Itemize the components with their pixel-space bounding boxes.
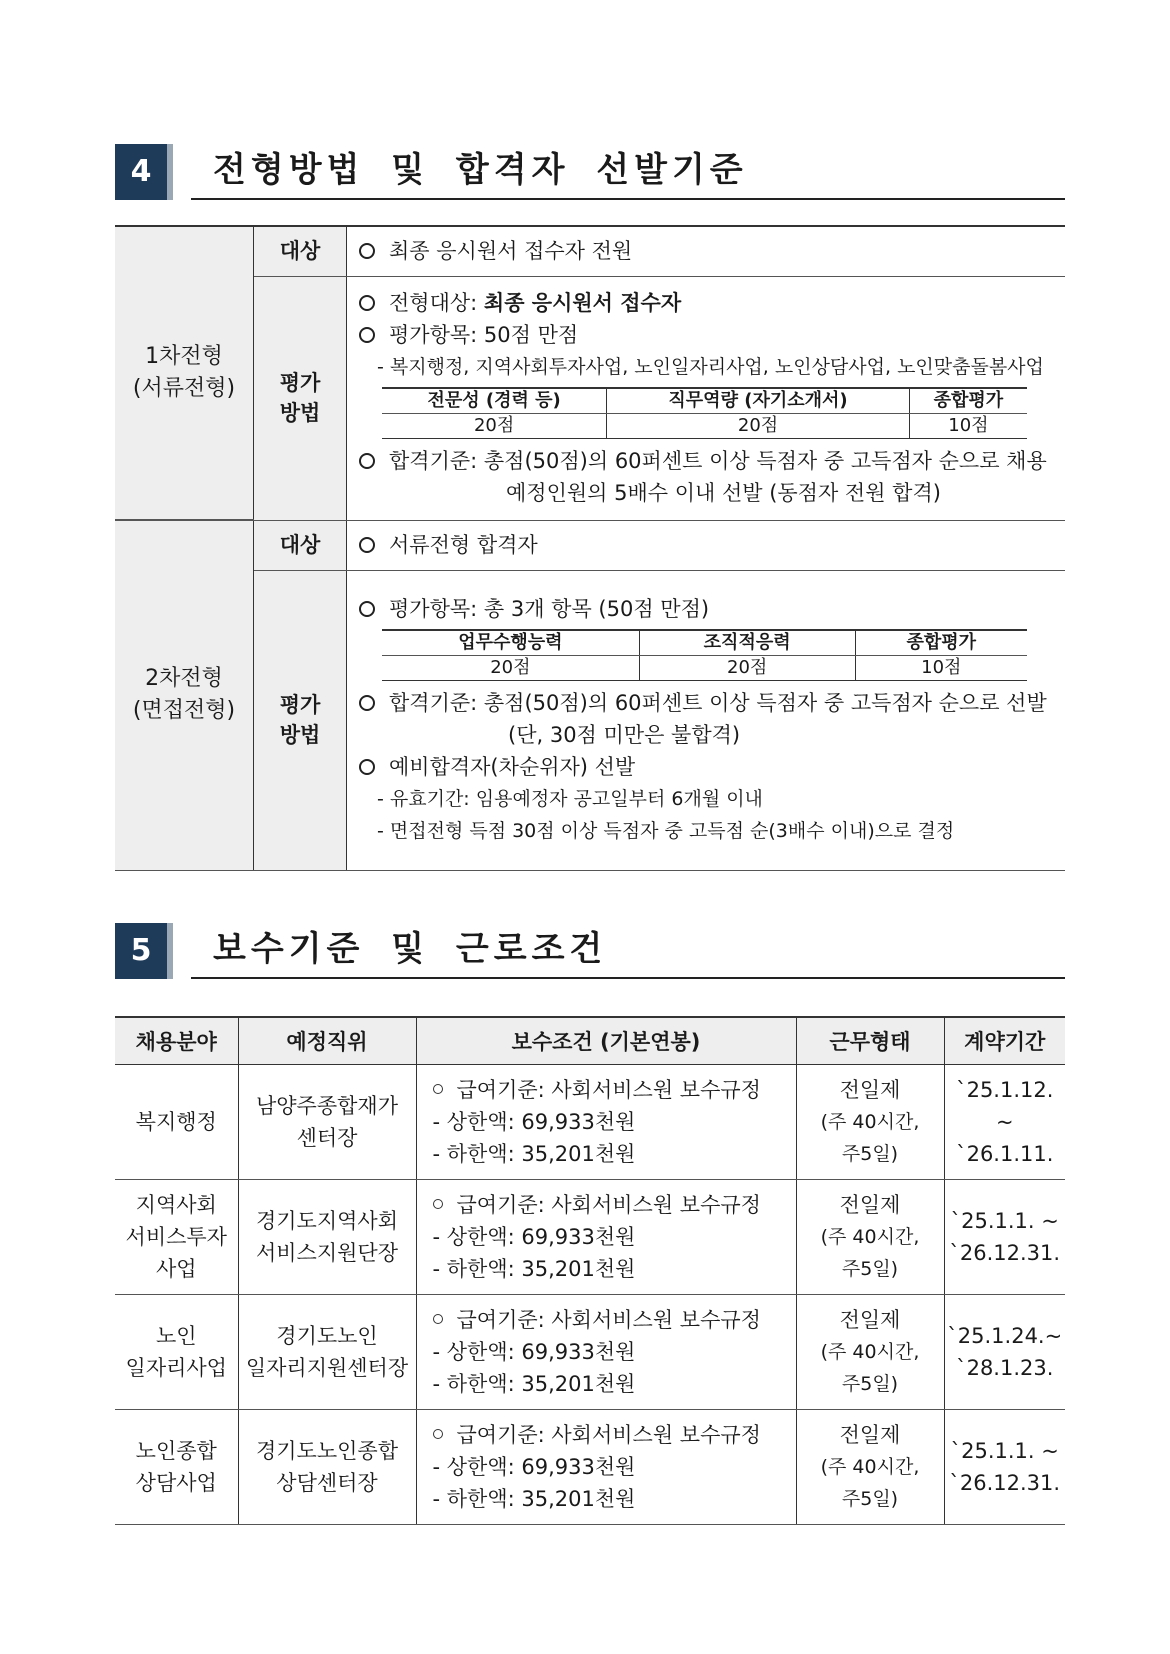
circle-bullet-icon: [433, 1314, 443, 1324]
section4-heading: [115, 144, 1065, 200]
field-cell: 노인 일자리사업: [115, 1295, 238, 1410]
section5-underline: [191, 977, 1065, 979]
stage2-name: 2차전형 (면접전형): [115, 520, 254, 870]
pay-conditions-table: [115, 1016, 1065, 1525]
term-cell: `25.1.1. ~ `26.12.31.: [944, 1410, 1065, 1525]
stage1-name: 1차전형 (서류전형): [115, 226, 254, 520]
stage2-method-label: 평가 방법: [254, 570, 347, 870]
pay-table-header: 채용분야 예정직위 보수조건 (기본연봉) 근무형태 계약기간: [115, 1017, 1065, 1065]
circle-bullet-icon: [359, 695, 375, 711]
term-cell: `25.1.12. ~ `26.1.11.: [944, 1065, 1065, 1180]
section4-number: 4: [115, 144, 173, 200]
section4-underline: [191, 198, 1065, 200]
pay-cell: 급여기준: 사회서비스원 보수규정 - 상한액: 69,933천원 - 하한액: 35,201천원: [416, 1295, 796, 1410]
circle-bullet-icon: [359, 453, 375, 469]
section5-title: 보수기준 및 근로조건: [213, 929, 608, 969]
field-cell: 노인종합 상담사업: [115, 1410, 238, 1525]
stage1-score-table: 전문성 (경력 등) 직무역량 (자기소개서) 종합평가 20점 20점 10점: [382, 387, 1027, 439]
pay-cell: 급여기준: 사회서비스원 보수규정 - 상한액: 69,933천원 - 하한액: 35,201천원: [416, 1410, 796, 1525]
position-cell: 경기도지역사회 서비스지원단장: [238, 1180, 416, 1295]
section5-number: 5: [115, 923, 173, 979]
work-cell: 전일제 (주 40시간, 주5일): [796, 1180, 944, 1295]
circle-bullet-icon: [433, 1429, 443, 1439]
work-cell: 전일제 (주 40시간, 주5일): [796, 1410, 944, 1525]
circle-bullet-icon: [359, 243, 375, 259]
term-cell: `25.1.1. ~ `26.12.31.: [944, 1180, 1065, 1295]
circle-bullet-icon: [433, 1084, 443, 1094]
selection-method-table: [115, 225, 1065, 871]
stage2-target-label: 대상: [254, 520, 347, 570]
pay-cell: 급여기준: 사회서비스원 보수규정 - 상한액: 69,933천원 - 하한액: 35,201천원: [416, 1180, 796, 1295]
work-cell: 전일제 (주 40시간, 주5일): [796, 1065, 944, 1180]
stage1-target-label: 대상: [254, 226, 347, 276]
stage2-score-table: 업무수행능력 조직적응력 종합평가 20점 20점 10점: [382, 629, 1027, 681]
table-row: [115, 1410, 1065, 1525]
pay-cell: 급여기준: 사회서비스원 보수규정 - 상한액: 69,933천원 - 하한액: 35,201천원: [416, 1065, 796, 1180]
circle-bullet-icon: [359, 327, 375, 343]
stage1-target: 최종 응시원서 접수자 전원: [347, 226, 1066, 276]
term-cell: `25.1.24.~ `28.1.23.: [944, 1295, 1065, 1410]
section5-heading: [115, 923, 1065, 979]
stage2-target: 서류전형 합격자: [347, 520, 1066, 570]
position-cell: 경기도노인 일자리지원센터장: [238, 1295, 416, 1410]
position-cell: 남양주종합재가 센터장: [238, 1065, 416, 1180]
stage1-method-label: 평가 방법: [254, 276, 347, 520]
table-row: [115, 1295, 1065, 1410]
table-row: [115, 1065, 1065, 1180]
circle-bullet-icon: [359, 537, 375, 553]
work-cell: 전일제 (주 40시간, 주5일): [796, 1295, 944, 1410]
section4-title: 전형방법 및 합격자 선발기준: [213, 150, 748, 190]
position-cell: 경기도노인종합 상담센터장: [238, 1410, 416, 1525]
stage2-method: 평가항목: 총 3개 항목 (50점 만점) 업무수행능력 조직적응력 종합평가 20점 20점 10점 합격기준: 총점(50점)의 60퍼센트 이상 득점자 중 고득점자 순으로 선발 (단, 30점 미만은 불합격) 예비합격자(차순위자) 선발 - 유효기간: 임용예정자 공고일부터 6개월 이내 - 면접전형 득점 30점 이상 득점자 중 고득점 순(3배수 이내)으로 결정: [347, 570, 1066, 870]
stage1-method: 전형대상: 최종 응시원서 접수자 평가항목: 50점 만점 - 복지행정, 지역사회투자사업, 노인일자리사업, 노인상담사업, 노인맞춤돌봄사업 전문성 (경력 등) 직무역량 (자기소개서) 종합평가 20점 20점 10점 합격기준: 총점(50점)의 60퍼센트 이상 득점자 중 고득점자 순으로 채용 예정인원의 5배수 이내 선발 (동점자 전원 합격): [347, 276, 1066, 520]
table-row: [115, 1180, 1065, 1295]
stage1-eval-fields: - 복지행정, 지역사회투자사업, 노인일자리사업, 노인상담사업, 노인맞춤돌봄사업: [377, 356, 1044, 378]
circle-bullet-icon: [359, 759, 375, 775]
circle-bullet-icon: [359, 601, 375, 617]
circle-bullet-icon: [359, 295, 375, 311]
field-cell: 복지행정: [115, 1065, 238, 1180]
field-cell: 지역사회 서비스투자 사업: [115, 1180, 238, 1295]
circle-bullet-icon: [433, 1199, 443, 1209]
